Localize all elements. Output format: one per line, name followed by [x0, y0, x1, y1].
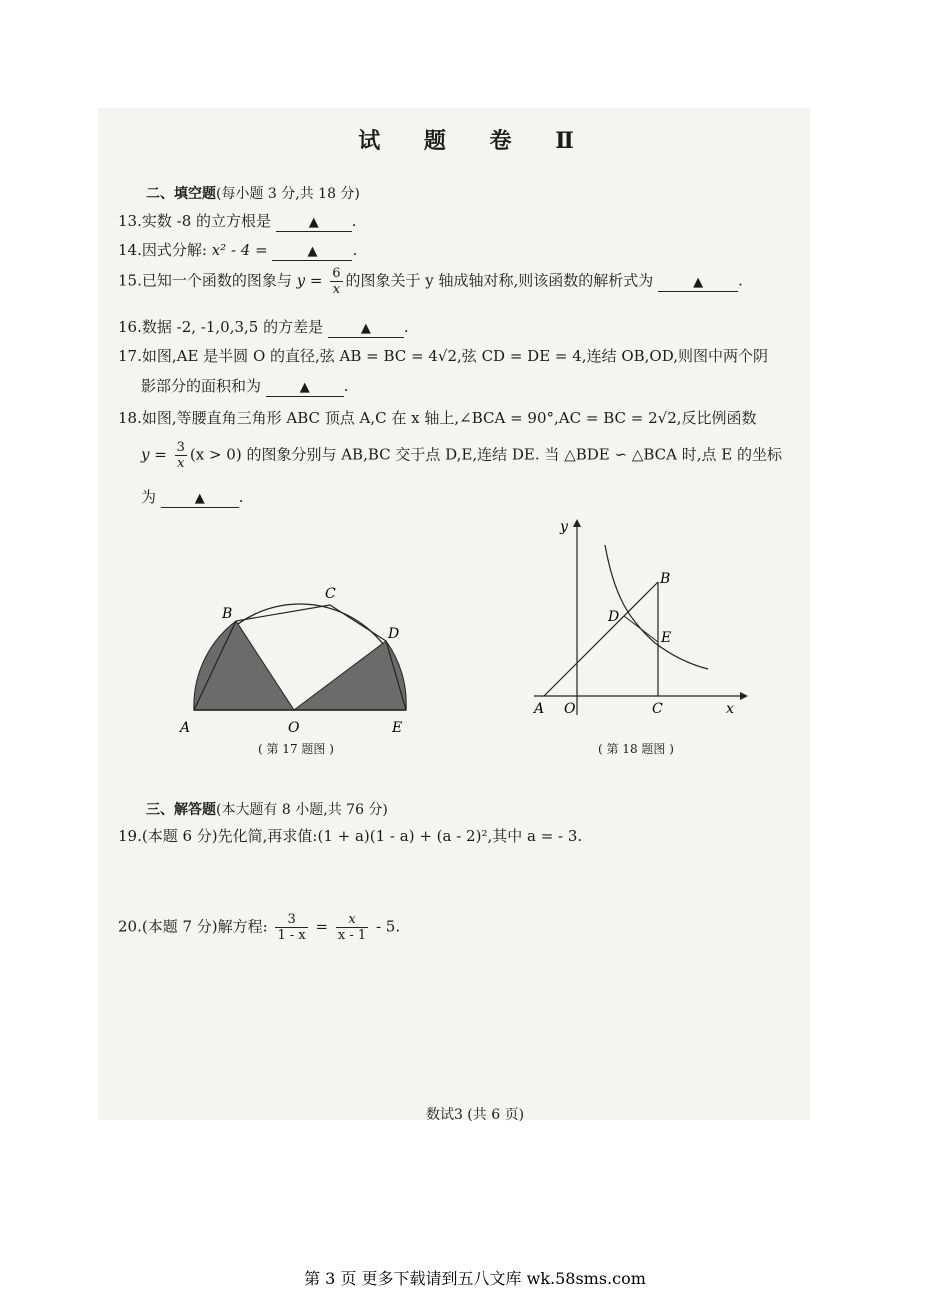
- hyperbola-curve: [605, 545, 708, 669]
- x-axis-arrow: [740, 692, 748, 700]
- question-16: 16.数据 -2, -1,0,3,5 的方差是 ▲ .: [118, 318, 409, 336]
- question-15: 15.已知一个函数的图象与 y = $\frac{6}{x}$ 的图象关于 y 轴成轴对称,则该函数的解析式为 ▲ .: [118, 266, 743, 297]
- label-y: y: [560, 519, 568, 535]
- label-x: x: [726, 701, 734, 717]
- section-2-label: 二、填空题: [146, 186, 216, 202]
- line-AB: [544, 582, 658, 696]
- page-title: 试 题 卷 Ⅱ: [358, 128, 592, 154]
- figure-18-caption: ( 第 18 题图 ): [598, 742, 674, 756]
- label-A: A: [534, 701, 545, 717]
- label-C: C: [652, 701, 663, 717]
- figure-18: [530, 515, 750, 720]
- question-18: 18.如图,等腰直角三角形 ABC 顶点 A,C 在 x 轴上,∠BCA = 90°,AC = BC = 2√2,反比例函数: [118, 409, 757, 427]
- fraction: $\frac{3}{x}$: [176, 440, 185, 471]
- line-DE: [624, 616, 658, 642]
- fraction: $\frac{6}{x}$: [332, 266, 341, 297]
- section-2-note: (每小题 3 分,共 18 分): [216, 186, 360, 202]
- question-18-line2: y = $\frac{3}{x}$ (x > 0) 的图象分别与 AB,BC 交于点 D,E,连结 DE. 当 △BDE ∽ △BCA 时,点 E 的坐标: [141, 440, 782, 471]
- page-footer: 数试3 (共 6 页): [425, 1107, 525, 1123]
- fraction-left: $\frac{3}{1 - x}$: [277, 912, 306, 943]
- question-13: 13.实数 -8 的立方根是 ▲ .: [118, 212, 357, 230]
- label-A: A: [180, 720, 191, 736]
- section-2-heading: [146, 183, 360, 203]
- answer-blank: ▲: [266, 380, 344, 397]
- question-19: 19.(本题 6 分)先化简,再求值:(1 + a)(1 - a) + (a - 2)²,其中 a = - 3.: [118, 827, 583, 845]
- label-E: E: [392, 720, 403, 736]
- label-E: E: [661, 630, 672, 646]
- label-B: B: [222, 606, 233, 622]
- question-20: 20.(本题 7 分)解方程: $\frac{3}{1 - x}$ = $\frac{x}{x - 1}$ - 5.: [118, 912, 401, 943]
- download-note: 第 3 页 更多下载请到五八文库 wk.58sms.com: [304, 1269, 646, 1288]
- answer-blank: ▲: [276, 215, 352, 232]
- label-C: C: [325, 586, 336, 602]
- answer-blank: ▲: [161, 491, 239, 508]
- answer-blank: ▲: [272, 244, 352, 261]
- label-O: O: [288, 720, 300, 736]
- y-axis-arrow: [573, 519, 581, 527]
- question-17-line2: 影部分的面积和为 ▲ .: [141, 377, 349, 395]
- section-3-heading: [146, 799, 388, 819]
- answer-blank: ▲: [328, 321, 404, 338]
- shaded-region-left: [194, 621, 294, 710]
- question-18-line3: 为 ▲ .: [141, 488, 244, 506]
- question-14: 14.因式分解: x² - 4 = ▲ .: [118, 241, 358, 259]
- figure-17: [170, 570, 420, 740]
- label-D: D: [608, 609, 620, 625]
- figure-17-caption: ( 第 17 题图 ): [258, 742, 334, 756]
- section-3-label: 三、解答题: [146, 802, 216, 818]
- fraction-right: $\frac{x}{x - 1}$: [337, 912, 367, 943]
- question-17: 17.如图,AE 是半圆 O 的直径,弦 AB = BC = 4√2,弦 CD = DE = 4,连结 OB,OD,则图中两个阴: [118, 347, 768, 365]
- label-D: D: [388, 626, 400, 642]
- label-O: O: [564, 701, 576, 717]
- section-3-note: (本大题有 8 小题,共 76 分): [216, 802, 388, 818]
- label-B: B: [660, 571, 671, 587]
- answer-blank: ▲: [658, 275, 738, 292]
